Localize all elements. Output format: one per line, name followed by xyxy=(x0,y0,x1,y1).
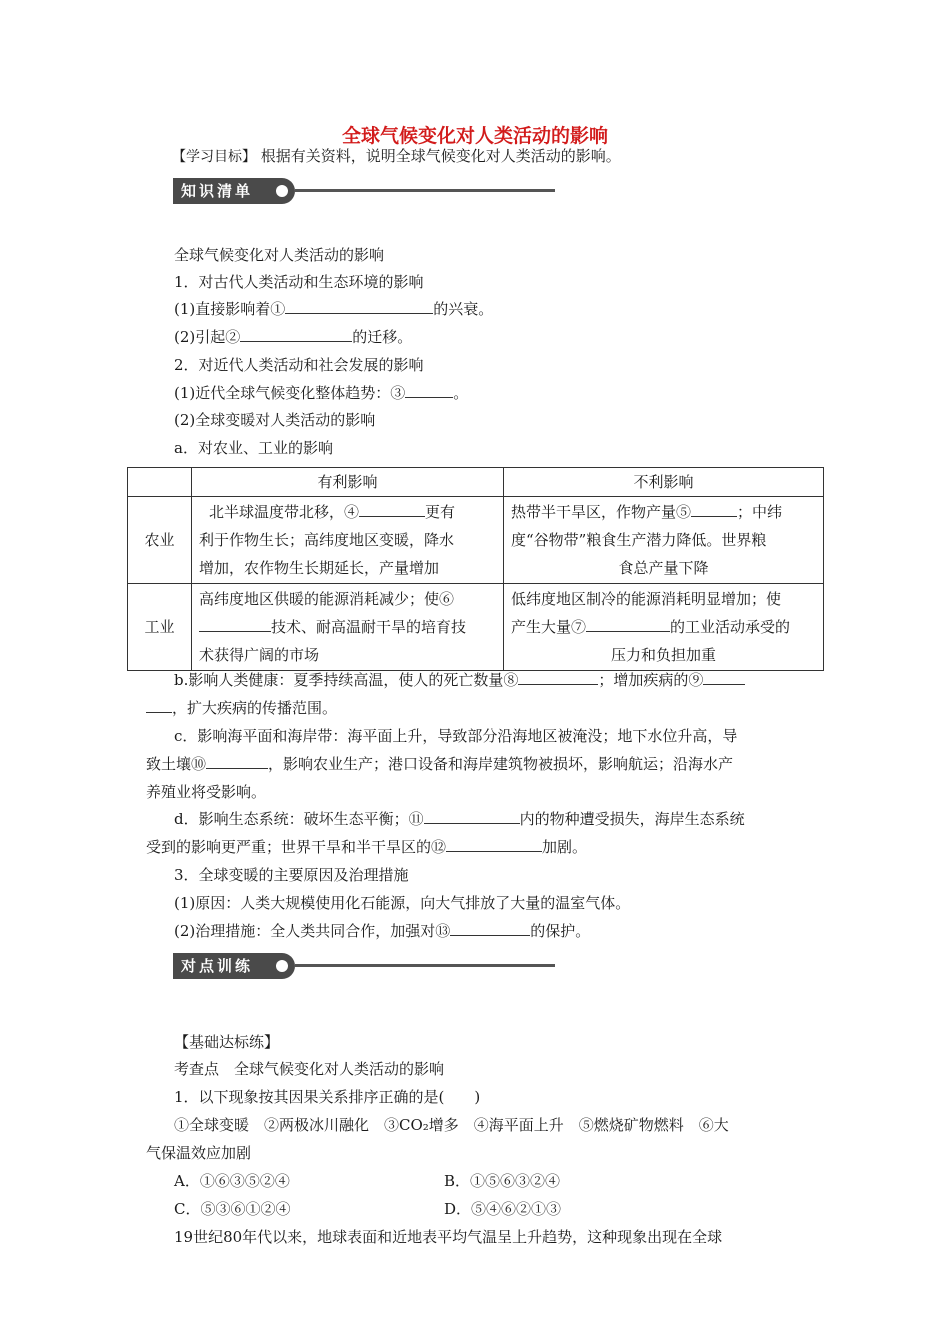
question-1: 1．以下现象按其因果关系排序正确的是( ) xyxy=(174,1088,481,1106)
point-1a: (1)直接影响着① 的兴衰。 xyxy=(174,300,494,318)
industry-bad: 低纬度地区制冷的能源消耗明显增加；使 产生大量⑦ 的工业活动承受的 压力和负担加重 xyxy=(504,584,824,671)
point-3a: (1)原因：人类大规模使用化石能源，向大气排放了大量的温室气体。 xyxy=(174,894,631,912)
table-header-bad: 不利影响 xyxy=(504,468,824,497)
bullet-icon xyxy=(276,960,288,972)
table-row xyxy=(128,584,824,671)
goal-tag: 【学习目标】 xyxy=(172,149,256,165)
point-b-line2: ，扩大疾病的传播范围。 xyxy=(146,698,337,718)
impact-table xyxy=(127,467,824,671)
point-2a: (1)近代全球气候变化整体趋势：③ 。 xyxy=(174,384,469,402)
section-divider xyxy=(295,189,555,192)
passage: 19世纪80年代以来，地球表面和近地表平均气温呈上升趋势，这种现象出现在全球 xyxy=(174,1228,723,1246)
agri-bad: 热带半干旱区，作物产量⑤ ；中纬 度“谷物带”粮食生产潜力降低。世界粮 食总产量下降 xyxy=(504,497,824,584)
point-c-line3: 养殖业将受影响。 xyxy=(146,783,267,801)
section-divider xyxy=(295,964,555,967)
question-1-items-cont: 气保温效应加剧 xyxy=(146,1144,252,1162)
row-label-industry: 工业 xyxy=(128,584,192,671)
point-d-line2: 受到的影响更严重；世界干旱和半干旱区的⑫ 加剧。 xyxy=(146,838,588,856)
goal-text: 根据有关资料，说明全球气候变化对人类活动的影响。 xyxy=(260,147,621,165)
point-d-line1: d．影响生态系统：破坏生态平衡；⑪ 内的物种遭受损失，海岸生态系统 xyxy=(174,810,745,828)
option-c[interactable]: C．⑤③⑥①②④ xyxy=(174,1200,291,1218)
learning-goal xyxy=(172,145,621,166)
industry-good: 高纬度地区供暖的能源消耗减少；使⑥ 技术、耐高温耐干旱的培育技 术获得广阔的市场 xyxy=(192,584,504,671)
point-c-line2: 致土壤⑩ ，影响农业生产；港口设备和海岸建筑物被损坏，影响航运；沿海水产 xyxy=(146,755,734,773)
knowledge-heading: 全球气候变化对人类活动的影响 xyxy=(174,246,385,264)
option-b[interactable]: B．①⑤⑥③②④ xyxy=(444,1172,561,1190)
test-point: 考查点 全球气候变化对人类活动的影响 xyxy=(174,1060,445,1078)
option-a[interactable]: A．①⑥③⑤②④ xyxy=(174,1172,290,1190)
question-1-items: ①全球变暖 ②两极冰川融化 ③CO₂增多 ④海平面上升 ⑤燃烧矿物燃料 ⑥大 xyxy=(174,1116,729,1134)
point-3: 3．全球变暖的主要原因及治理措施 xyxy=(174,866,409,884)
point-2b-a: a．对农业、工业的影响 xyxy=(174,439,333,457)
point-3b: (2)治理措施：全人类共同合作，加强对⑬ 的保护。 xyxy=(174,922,591,940)
point-1: 1．对古代人类活动和生态环境的影响 xyxy=(174,273,424,291)
table-header-blank xyxy=(128,468,192,497)
section-knowledge-label: 知识清单 xyxy=(173,178,295,204)
point-1b: (2)引起② 的迁移。 xyxy=(174,328,413,346)
section-training-label: 对点训练 xyxy=(173,953,295,979)
point-2b: (2)全球变暖对人类活动的影响 xyxy=(174,411,376,429)
row-label-agriculture: 农业 xyxy=(128,497,192,584)
point-b-line1: b.影响人类健康：夏季持续高温，使人的死亡数量⑧ ；增加疾病的⑨ xyxy=(174,670,745,690)
table-row xyxy=(128,497,824,584)
point-2: 2．对近代人类活动和社会发展的影响 xyxy=(174,356,424,374)
point-c-line1: c．影响海平面和海岸带：海平面上升，导致部分沿海地区被淹没；地下水位升高，导 xyxy=(174,727,738,745)
basic-heading: 【基础达标练】 xyxy=(174,1033,280,1051)
table-header-good: 有利影响 xyxy=(192,468,504,497)
agri-good: 北半球温度带北移，④ 更有 利于作物生长；高纬度地区变暖，降水 增加，农作物生长期延长，产量增加 xyxy=(192,497,504,584)
option-d[interactable]: D．⑤④⑥②①③ xyxy=(444,1200,562,1218)
page-title: 全球气候变化对人类活动的影响 xyxy=(341,125,608,147)
bullet-icon xyxy=(276,185,288,197)
